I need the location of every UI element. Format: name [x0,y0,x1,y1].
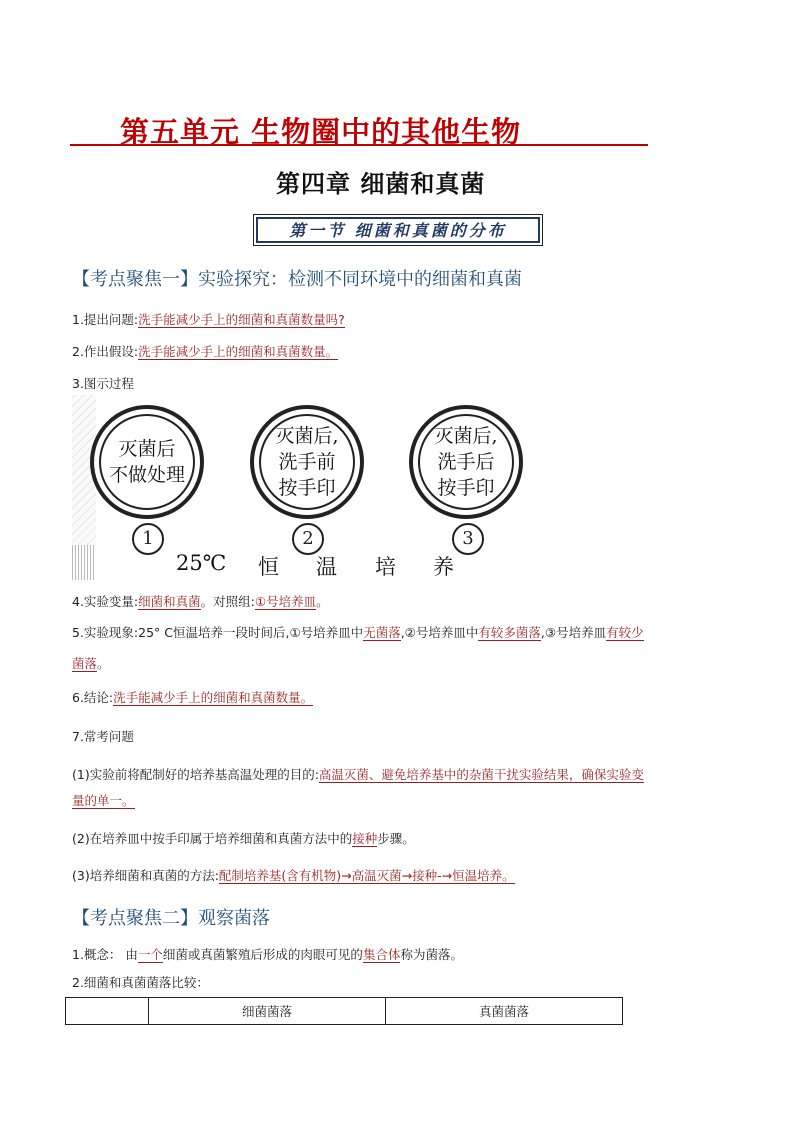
answer: 洗手能减少手上的细菌和真菌数量吗? [138,312,345,327]
dish-number-1: 1 [132,523,164,555]
experiment-figure [72,395,732,580]
unit-title [70,108,648,149]
question-6: 6.结论:洗手能减少手上的细菌和真菌数量。 [72,690,314,705]
section-title-box [253,214,543,246]
petri-dish-3: 灭菌后, 洗手后 按手印 [409,405,523,519]
question-5-line1: 5.实验现象:25° C恒温培养一段时间后,①号培养皿中无菌落,②号培养皿中有较多菌落,③号培养皿有较少 [72,625,644,640]
table-header-cell: 细菌菌落 [149,998,386,1025]
question-4: 4.实验变量:细菌和真菌。对照组:①号培养皿。 [72,594,329,609]
dish-number-2: 2 [292,523,324,555]
section-title: 第一节 细菌和真菌的分布 [289,221,507,240]
chapter-title: 第四章 细菌和真菌 [276,170,486,198]
caption-char: 温 [316,555,337,579]
petri-dish-1: 灭菌后 不做处理 [90,405,204,519]
question-3: 3.图示过程 [72,376,134,391]
caption-char: 养 [433,555,454,579]
caption-char: 培 [375,555,396,579]
sub-question-1-line2: 量的单一。 [72,793,135,808]
scan-texture [72,545,96,580]
comparison-table [65,997,623,1025]
focus2-heading: 【考点聚焦二】观察菌落 [72,908,270,929]
sub-question-3: (3)培养细菌和真菌的方法:配制培养基(含有机物)→高温灭菌→接种-→恒温培养。 [72,868,515,883]
question-7: 7.常考问题 [72,729,134,744]
concept-line: 1.概念： 由一个细菌或真菌繁殖后形成的肉眼可见的集合体称为菌落。 [72,947,463,962]
dish-number-3: 3 [452,523,484,555]
unit-title-text: 第五单元 生物圈中的其他生物 [120,115,522,149]
sub-question-1-line1: (1)实验前将配制好的培养基高温处理的目的:高温灭菌、避免培养基中的杂菌干扰实验结果，确保实验变 [72,767,644,782]
caption-char: 恒 [258,555,279,579]
table-header-cell: 真菌菌落 [386,998,623,1025]
answer: 洗手能减少手上的细菌和真菌数量。 [138,344,339,359]
focus1-heading: 【考点聚焦一】实验探究：检测不同环境中的细菌和真菌 [72,269,522,290]
table-header-row [66,998,623,1025]
table-header-cell [66,998,149,1025]
petri-dish-2: 灭菌后, 洗手前 按手印 [250,405,364,519]
comparison-label: 2.细菌和真菌菌落比较： [72,975,209,990]
answer-variable: 细菌和真菌 [138,594,201,609]
answer: 洗手能减少手上的细菌和真菌数量。 [113,690,314,705]
question-1: 1.提出问题:洗手能减少手上的细菌和真菌数量吗? [72,312,345,327]
sub-question-2: (2)在培养皿中按手印属于培养细菌和真菌方法中的接种步骤。 [72,831,415,846]
question-2: 2.作出假设:洗手能减少手上的细菌和真菌数量。 [72,344,339,359]
answer-control: ①号培养皿 [254,594,317,609]
caption-temperature: 25℃ [176,551,227,575]
question-5-line2: 菌落。 [72,656,110,671]
